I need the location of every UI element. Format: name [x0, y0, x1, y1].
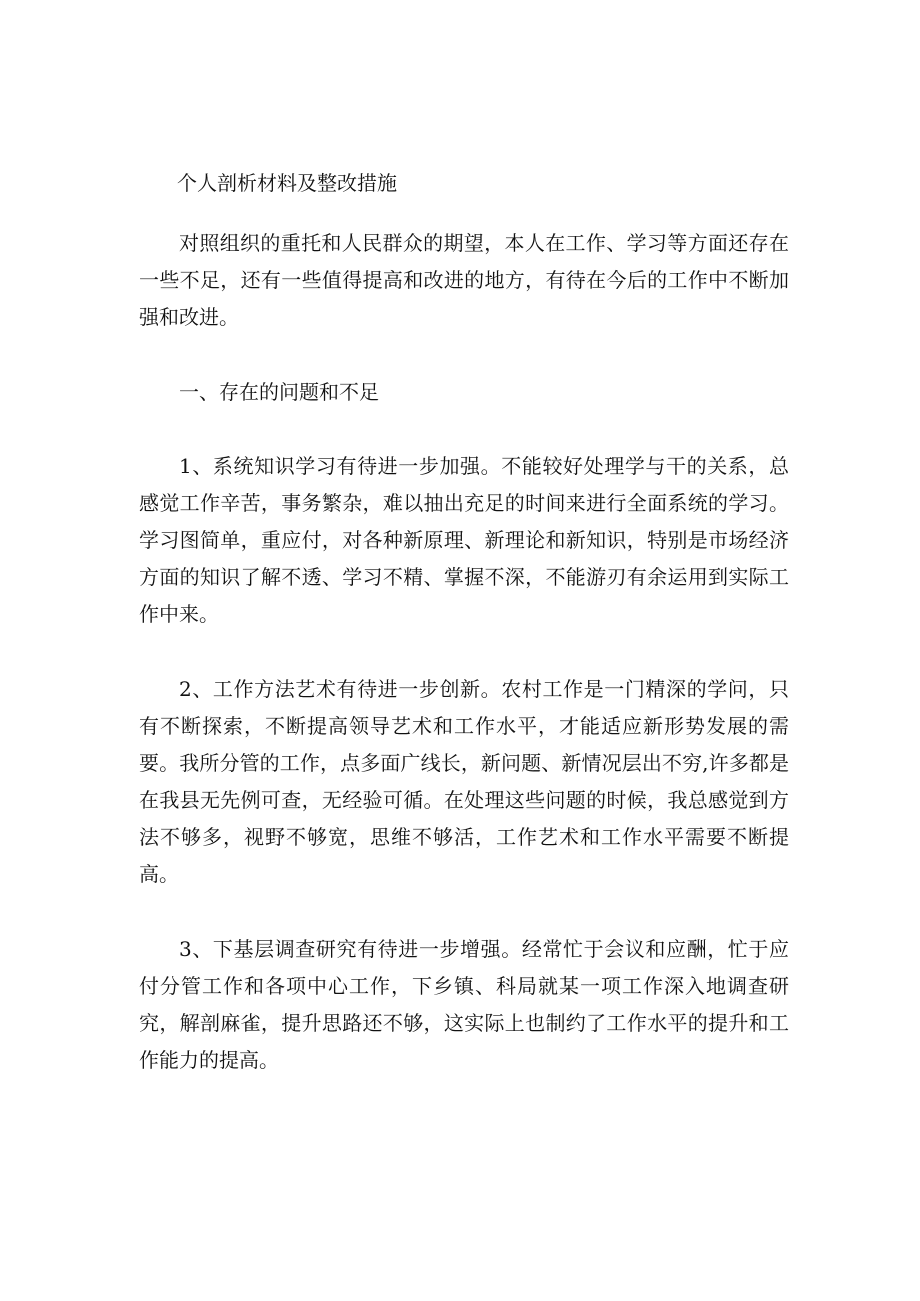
- issue-paragraph-3: 3、下基层调查研究有待进一步增强。经常忙于会议和应酬，忙于应付分管工作和各项中心工作，下乡镇、科局就某一项工作深入地调查研究，解剖麻雀，提升思路还不够，这实际上也制约了工作水平的提升和工作能力的提高。: [139, 937, 789, 1072]
- document-title: 个人剖析材料及整改措施: [177, 171, 397, 195]
- section-heading: 一、存在的问题和不足: [179, 380, 379, 404]
- issue-paragraph-2: 2、工作方法艺术有待进一步创新。农村工作是一门精深的学问，只有不断探索，不断提高领导艺术和工作水平，才能适应新形势发展的需要。我所分管的工作，点多面广线长，新问题、新情况层出不穷,许多都是在我县无先例可查，无经验可循。在处理这些问题的时候，我总感觉到方法不够多，视野不够宽，思维不够活，工作艺术和工作水平需要不断提高。: [139, 677, 789, 886]
- intro-paragraph: 对照组织的重托和人民群众的期望，本人在工作、学习等方面还存在一些不足，还有一些值得提高和改进的地方，有待在今后的工作中不断加强和改进。: [139, 231, 789, 329]
- issue-paragraph-1: 1、系统知识学习有待进一步加强。不能较好处理学与干的关系，总感觉工作辛苦，事务繁杂，难以抽出充足的时间来进行全面系统的学习。学习图简单，重应付，对各种新原理、新理论和新知识，特别是市场经济方面的知识了解不透、学习不精、掌握不深，不能游刃有余运用到实际工作中来。: [139, 454, 789, 626]
- document-body: [139, 165, 789, 1117]
